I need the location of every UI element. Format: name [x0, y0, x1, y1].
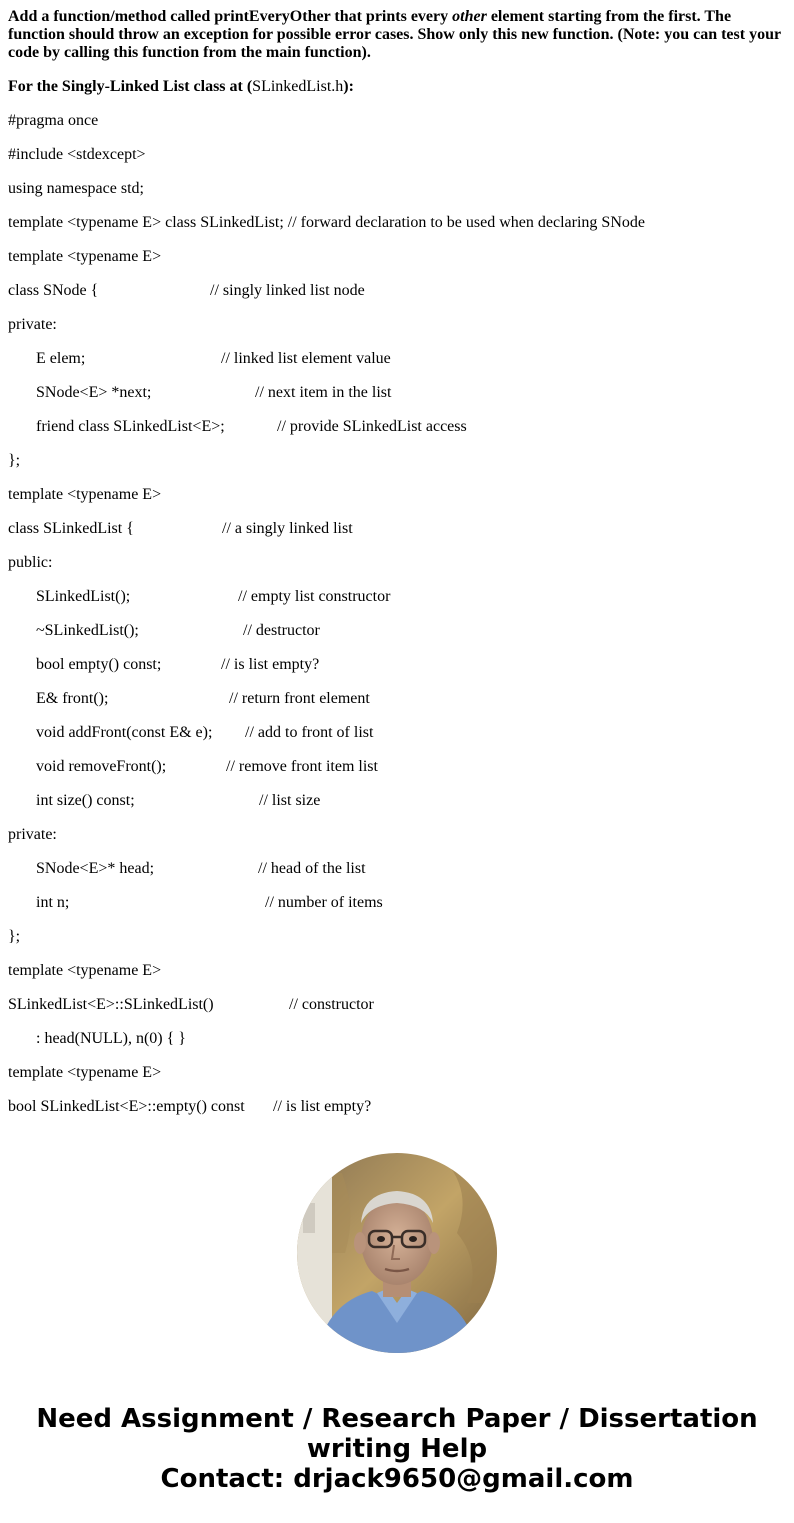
code-line	[8, 588, 786, 606]
code-text: private:	[8, 826, 57, 843]
code-line	[8, 112, 786, 130]
code-comment: // singly linked list node	[210, 282, 365, 299]
code-text: template <typename E> class SLinkedList; // forward declaration to be used when declaring SNode	[8, 214, 645, 231]
code-comment: // list size	[259, 792, 321, 809]
code-text: E& front();	[36, 690, 109, 707]
code-text: SLinkedList<E>::SLinkedList()	[8, 996, 214, 1013]
question-emphasis: other	[452, 8, 487, 25]
code-text: ~SLinkedList();	[36, 622, 139, 639]
code-text: void removeFront();	[36, 758, 167, 775]
code-text: class SNode {	[8, 282, 99, 299]
code-text: template <typename E>	[8, 486, 162, 503]
code-line	[8, 690, 786, 708]
code-text: int n;	[36, 894, 70, 911]
code-text: SNode<E>* head;	[36, 860, 155, 877]
code-text: : head(NULL), n(0) { }	[36, 1030, 186, 1047]
code-line	[8, 418, 786, 436]
heading-suffix: ):	[343, 78, 354, 95]
code-comment: // return front element	[229, 690, 370, 707]
code-line	[8, 860, 786, 878]
code-text: #pragma once	[8, 112, 99, 129]
code-comment: // is list empty?	[273, 1098, 372, 1115]
code-text: #include <stdexcept>	[8, 146, 146, 163]
code-text: int size() const;	[36, 792, 135, 809]
code-text: using namespace std;	[8, 180, 144, 197]
code-comment: // provide SLinkedList access	[277, 418, 467, 435]
code-comment: // constructor	[289, 996, 374, 1013]
code-text: template <typename E>	[8, 1064, 162, 1081]
code-line	[8, 1098, 786, 1116]
code-text: SNode<E> *next;	[36, 384, 152, 401]
code-listing	[8, 112, 786, 1116]
promo-banner	[0, 1404, 794, 1494]
code-line	[8, 452, 786, 470]
code-comment: // empty list constructor	[238, 588, 391, 605]
code-line	[8, 282, 786, 300]
question-text-part1: Add a function/method called printEveryOther that prints every	[8, 8, 453, 25]
promo-line-1: Need Assignment / Research Paper / Dissertation	[36, 1404, 758, 1434]
code-line	[8, 350, 786, 368]
code-text: bool SLinkedList<E>::empty() const	[8, 1098, 245, 1115]
code-line	[8, 486, 786, 504]
code-text: private:	[8, 316, 57, 333]
code-text: E elem;	[36, 350, 86, 367]
code-comment: // number of items	[265, 894, 383, 911]
promo-line-2: writing Help	[306, 1434, 488, 1464]
code-text: };	[8, 928, 21, 945]
code-comment: // remove front item list	[226, 758, 378, 775]
question-text	[8, 8, 786, 62]
code-text: friend class SLinkedList<E>;	[36, 418, 225, 435]
code-line	[8, 928, 786, 946]
code-comment: // add to front of list	[245, 724, 374, 741]
question-text-part2: element starting from the first. The function should throw an exception for possible error cases. Show only this new function. (Note: you can test your code by calling this function from the main function).	[8, 8, 781, 61]
code-line	[8, 962, 786, 980]
code-comment: // is list empty?	[221, 656, 320, 673]
code-comment: // next item in the list	[255, 384, 392, 401]
code-line	[8, 622, 786, 640]
code-text: SLinkedList();	[36, 588, 131, 605]
code-text: template <typename E>	[8, 248, 162, 265]
code-line	[8, 554, 786, 572]
code-line	[8, 214, 786, 232]
code-line	[8, 180, 786, 198]
code-comment: // a singly linked list	[222, 520, 353, 537]
code-text: class SLinkedList {	[8, 520, 134, 537]
code-comment: // linked list element value	[221, 350, 391, 367]
code-line	[8, 792, 786, 810]
question-document	[8, 8, 786, 1132]
code-text: void addFront(const E& e);	[36, 724, 213, 741]
code-line	[8, 248, 786, 266]
section-heading	[8, 78, 786, 96]
code-text: bool empty() const;	[36, 656, 162, 673]
code-line	[8, 1064, 786, 1082]
code-line	[8, 826, 786, 844]
promo-contact: Contact: drjack9650@gmail.com	[160, 1464, 634, 1494]
code-comment: // head of the list	[258, 860, 366, 877]
tutor-photo	[297, 1153, 497, 1353]
code-line	[8, 146, 786, 164]
code-line	[8, 724, 786, 742]
code-comment: // destructor	[243, 622, 320, 639]
code-line	[8, 894, 786, 912]
code-line	[8, 316, 786, 334]
code-text: template <typename E>	[8, 962, 162, 979]
code-text: public:	[8, 554, 53, 571]
heading-filename: SLinkedList.h	[252, 78, 344, 95]
tutor-photo-icon	[297, 1153, 497, 1353]
code-line	[8, 384, 786, 402]
code-line	[8, 520, 786, 538]
code-line	[8, 996, 786, 1014]
code-text: };	[8, 452, 21, 469]
code-line	[8, 656, 786, 674]
heading-prefix: For the Singly-Linked List class at (	[8, 78, 253, 95]
code-line	[8, 758, 786, 776]
code-line	[8, 1030, 786, 1048]
